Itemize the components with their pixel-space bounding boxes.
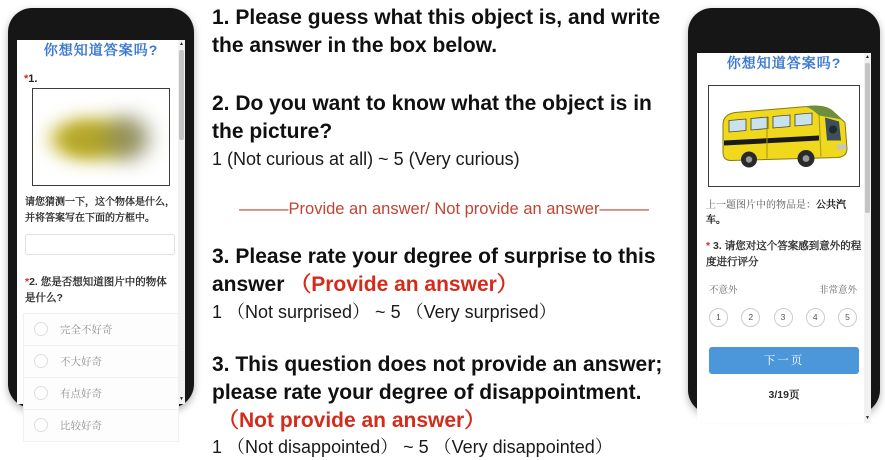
provide-answer-tag: （Provide an answer） — [290, 272, 518, 296]
next-page-button[interactable]: 下一页 — [709, 347, 859, 374]
left-phone-screen — [17, 40, 185, 432]
curiosity-options — [23, 313, 179, 442]
radio-icon[interactable] — [34, 354, 48, 368]
option-row[interactable] — [23, 377, 179, 409]
instruction-item-2: 2. Do you want to know what the object is in the picture? — [212, 92, 652, 144]
option-label: 比较好奇 — [60, 419, 102, 432]
answer-word: 公共汽车。 — [706, 200, 846, 226]
branch-divider: ———Provide an answer/ Not provide an answer——— — [239, 200, 649, 219]
rating-option-5[interactable]: 5 — [838, 308, 857, 327]
instruction-panel — [212, 4, 676, 460]
rating-option-4[interactable]: 4 — [806, 308, 825, 327]
scroll-up-icon[interactable]: ▲ — [865, 54, 870, 60]
scrollbar[interactable] — [864, 53, 871, 423]
instruction-item-1: 1. Please guess what this object is, and write the answer in the box below. — [212, 6, 661, 57]
question-2-text: *2. 您是否想知道图片中的物体是什么? — [25, 276, 167, 304]
required-marker: * — [24, 73, 29, 85]
left-phone — [8, 8, 194, 432]
page-indicator: 3/19页 — [768, 388, 800, 401]
survey-title: 你想知道答案吗? — [43, 42, 159, 58]
radio-icon[interactable] — [34, 386, 48, 400]
bus-illustration — [709, 86, 859, 186]
instruction-item-2-scale: 1 (Not curious at all) ~ 5 (Very curious) — [212, 148, 520, 169]
option-label: 有点好奇 — [60, 387, 102, 400]
question-1-number: *1. — [24, 73, 38, 85]
instruction-item-3-scale: 1 （Not surprised） ~ 5 （Very surprised） — [212, 301, 557, 322]
guess-instruction: 请您猜测一下，这个物体是什么，并将答案写在下面的方框中。 — [25, 197, 175, 224]
scroll-down-icon[interactable]: ▼ — [865, 415, 870, 421]
rating-option-2[interactable]: 2 — [741, 308, 760, 327]
instruction-item-4-scale: 1 （Not disappointed） ~ 5 （Very disappointed） — [212, 437, 613, 458]
option-row[interactable] — [23, 409, 179, 442]
option-row[interactable] — [23, 313, 179, 345]
instruction-item-3: 3. Please rate your degree of surprise to this answer （Provide an answer） — [212, 245, 656, 296]
radio-icon[interactable] — [34, 322, 48, 336]
scale-label-right: 非常意外 — [818, 284, 857, 296]
option-row[interactable] — [23, 345, 179, 377]
scrollbar[interactable] — [178, 40, 185, 404]
radio-icon[interactable] — [34, 418, 48, 432]
scroll-down-icon[interactable]: ▼ — [179, 396, 184, 402]
rating-option-3[interactable]: 3 — [774, 308, 793, 327]
instruction-item-4: 3. This question does not provide an answer; please rate your degree of disappointment. — [212, 353, 663, 404]
survey-title: 你想知道答案吗? — [726, 55, 842, 71]
bus-image — [708, 85, 860, 187]
previous-answer-line: 上一题图片中的物品是：公共汽车。 — [706, 200, 846, 226]
scale-label-left: 不意外 — [709, 284, 738, 296]
blur-blob — [104, 116, 150, 160]
rating-scale — [709, 308, 857, 327]
scrollbar-thumb[interactable] — [865, 63, 870, 213]
required-marker: * — [25, 276, 30, 288]
answer-input[interactable] — [25, 234, 175, 255]
right-phone — [688, 8, 880, 421]
option-label: 完全不好奇 — [60, 323, 113, 336]
not-provide-answer-tag: （Not provide an answer） — [218, 408, 486, 432]
scrollbar-thumb[interactable] — [179, 50, 184, 140]
right-phone-screen — [697, 53, 871, 423]
option-label: 不大好奇 — [60, 355, 102, 368]
scale-labels — [709, 282, 857, 296]
question-3-text: * 3. 请您对这个答案感到意外的程度进行评分 — [706, 240, 862, 269]
blurred-object-image — [32, 88, 170, 186]
scroll-up-icon[interactable]: ▲ — [179, 41, 184, 47]
rating-option-1[interactable]: 1 — [709, 308, 728, 327]
required-marker: * — [706, 240, 711, 252]
